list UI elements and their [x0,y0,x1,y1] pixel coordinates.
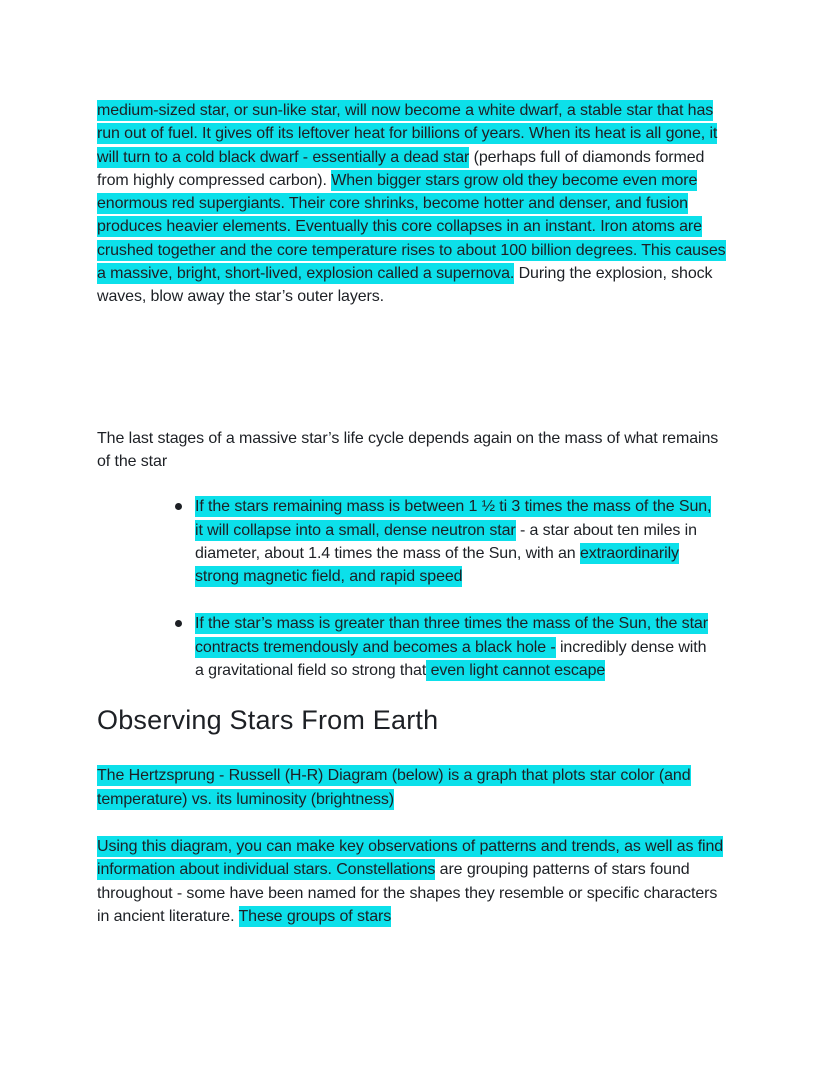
highlighted-text: medium-sized star, or sun-like star, will now become a white dwarf, a stable star that has run out of fuel. It gives off its leftover heat for billions of years. When its heat is all gone, it will turn to a cold black dwarf - essentially a dead star [97,102,718,166]
paragraph-last-stages [97,427,731,474]
plain-text: are grouping patterns of stars found throughout - some have been named for the shapes they resemble or specific characters in ancient literature. [97,861,718,925]
highlighted-text: extraordinarily strong magnetic field, and rapid speed [195,544,679,586]
bullet-item-neutron-star [195,495,715,588]
bullet-icon [175,503,182,510]
bullet-text [195,496,711,587]
bullet-list [97,495,715,682]
paragraph-constellations [97,835,731,928]
highlighted-text: These groups of stars [238,907,392,925]
highlighted-text: even light cannot escape [426,662,606,680]
highlighted-text: The Hertzsprung - Russell (H-R) Diagram (below) is a graph that plots star color (and temperature) vs. its luminosity (brightness) [97,767,691,808]
plain-text: - a star about ten miles in diameter, about 1.4 times the mass of the Sun, with an [195,521,697,562]
highlighted-text: If the star’s mass is greater than three times the mass of the Sun, the star contracts tremendously and becomes a black hole - [195,615,708,656]
bullet-icon [175,620,182,627]
plain-text: incredibly dense with a gravitational field so strong that [195,638,707,680]
document-content [97,99,731,928]
highlighted-text: Using this diagram, you can make key observations of patterns and trends, as well as find information about individual stars. Constellations [97,837,724,879]
paragraph-hr-diagram [97,764,731,811]
bullet-item-black-hole [195,612,715,682]
highlighted-text: If the stars remaining mass is between 1 ½ ti 3 times the mass of the Sun, it will collapse into a small, dense neutron star [195,498,712,539]
plain-text: During the explosion, shock waves, blow away the star’s outer layers. [97,265,713,306]
bullet-text [195,613,708,681]
section-heading-observing-stars: Observing Stars From Earth [97,705,439,736]
plain-text: (perhaps full of diamonds formed from highly compressed carbon). [97,148,705,189]
paragraph-white-dwarf [97,99,731,309]
highlighted-text: When bigger stars grow old they become even more enormous red supergiants. Their core shrinks, become hotter and denser, and fusion produces heavier elements. Eventually this core collapses in an instant. Iron atoms are crushed together and the core temperature rises to about 100 billion degrees. This causes a massive, bright, short-lived, explosion called a supernova. [97,171,726,283]
plain-text: The last stages of a massive star’s life cycle depends again on the mass of what remains of the star [97,429,719,470]
